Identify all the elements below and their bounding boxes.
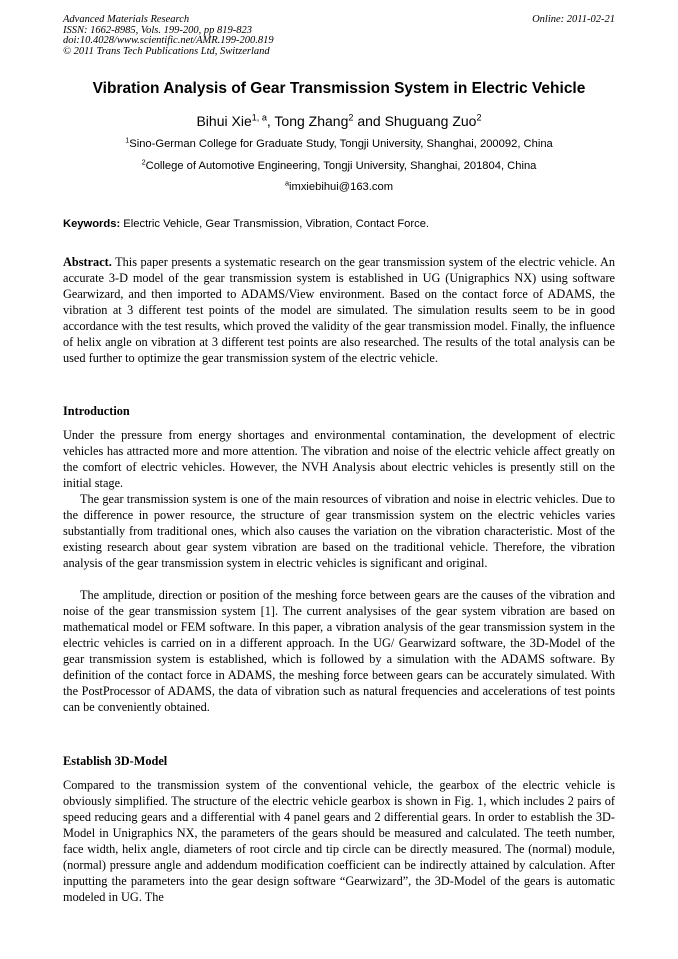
author-list <box>40 113 638 129</box>
author-name: , Tong Zhang <box>266 113 349 129</box>
author-name: Bihui Xie <box>196 113 252 129</box>
email-superscript: a <box>284 178 290 188</box>
author-superscript: 2 <box>348 112 354 123</box>
author-name: and Shuguang Zuo <box>353 113 477 129</box>
intro-paragraph-1: Under the pressure from energy shortages and environmental contamination, the development of electric vehicles has attracted more and more attention. The vibration and noise of the electric vehicle affect greatly on the comfort of electric vehicles. However, the NVH Analysis about electric vehicles is presently still on the initial stage. <box>63 428 615 490</box>
author-email <box>40 178 638 193</box>
copyright-line: © 2011 Trans Tech Publications Ltd, Switzerland <box>63 45 270 57</box>
affiliation-text: Sino-German College for Graduate Study, Tongji University, Shanghai, 200092, China <box>129 138 553 150</box>
online-date: Online: 2011-02-21 <box>532 14 615 25</box>
abstract-label: Abstract. <box>63 255 112 269</box>
intro-paragraph-2: The gear transmission system is one of the main resources of vibration and noise in electric vehicles. Due to the difference in power resource, the structure of gear transmission system on the electric vehicles varies substantially from traditional ones, which also causes the variation on the vibration characteristic. Most of the existing research about gear system vibration are based on the traditional vehicle. Therefore, the vibration analysis of the gear transmission system in electric vehicles is significant and original. <box>63 492 615 570</box>
paper-title: Vibration Analysis of Gear Transmission System in Electric Vehicle <box>92 80 586 97</box>
affiliation-2 <box>40 157 638 172</box>
keywords <box>63 218 615 230</box>
establish-paragraph-1: Compared to the transmission system of the conventional vehicle, the gearbox of the electric vehicle is obviously simplified. The structure of the electric vehicle gearbox is shown in Fig. 1, which includes 2 pairs of speed reducing gears and a differential with 4 panel gears and 2 differential gears. In order to establish the 3D-Model in Unigraphics NX, the parameters of the gears should be measured and calculated. The teeth number, face width, helix angle, diameters of root circle and tip circle can be directly measured. The (normal) module, (normal) pressure angle and addendum modification coefficient can be indirectly attained by calculation. After inputting the parameters into the gear design software “Gearwizard”, the 3D-Model of the gears is automatic modeled in UG. The <box>63 778 615 904</box>
abstract-text: This paper presents a systematic research on the gear transmission system of the electric vehicle. An accurate 3-D model of the gear transmission system is established in UG (Unigraphics NX) using software Gearwizard, and then imported to ADAMS/View environment. Based on the contact force of ADAMS, the vibration at 3 different test points of the model are simulated. The simulation results seem to be in good accordance with the test results, which proved the validity of the gear transmission model. Finally, the influence of helix angle on vibration at 3 different test points are also researched. The results of the total analysis can be used further to optimize the gear transmission system of the electric vehicle. <box>63 255 615 365</box>
keywords-label: Keywords: <box>63 218 121 230</box>
section-heading-establish-3d-model: Establish 3D-Model <box>63 754 168 768</box>
email-text[interactable]: imxiebihui@163.com <box>289 181 394 193</box>
affiliation-superscript: 2 <box>141 157 146 167</box>
journal-header <box>63 15 615 57</box>
author-superscript: 2 <box>476 112 482 123</box>
issn-line: ISSN: 1662-8985, Vols. 199-200, pp 819-823 <box>63 24 252 36</box>
author-superscript: 1, a <box>251 112 267 123</box>
abstract-paragraph <box>63 254 615 366</box>
keywords-text: Electric Vehicle, Gear Transmission, Vibration, Contact Force. <box>120 218 430 230</box>
affiliation-superscript: 1 <box>125 135 130 145</box>
intro-paragraph-3: The amplitude, direction or position of the meshing force between gears are the causes of the vibration and noise of the gear transmission system [1]. The current analysises of the gear system vibration are based on mathematical model or FEM software. In this paper, a vibration analysis of the gear transmission system in the electric vehicles is carried on in a different approach. In the UG/ Gearwizard software, the 3D-Model of the gear transmission system is established, which is followed by a simulation with the ADAMS software. By definition of the contact force in ADAMS, the meshing force between gears can be accurately simulated. With the PostProcessor of ADAMS, the data of vibration such as natural frequencies and accelerations of test points can be conveniently obtained. <box>63 588 615 714</box>
journal-name: Advanced Materials Research <box>63 14 190 25</box>
section-heading-introduction: Introduction <box>63 404 130 418</box>
affiliation-text: College of Automotive Engineering, Tongji University, Shanghai, 201804, China <box>145 160 537 172</box>
doi-line[interactable]: doi:10.4028/www.scientific.net/AMR.199-200.819 <box>63 35 274 46</box>
affiliation-1 <box>40 135 638 150</box>
